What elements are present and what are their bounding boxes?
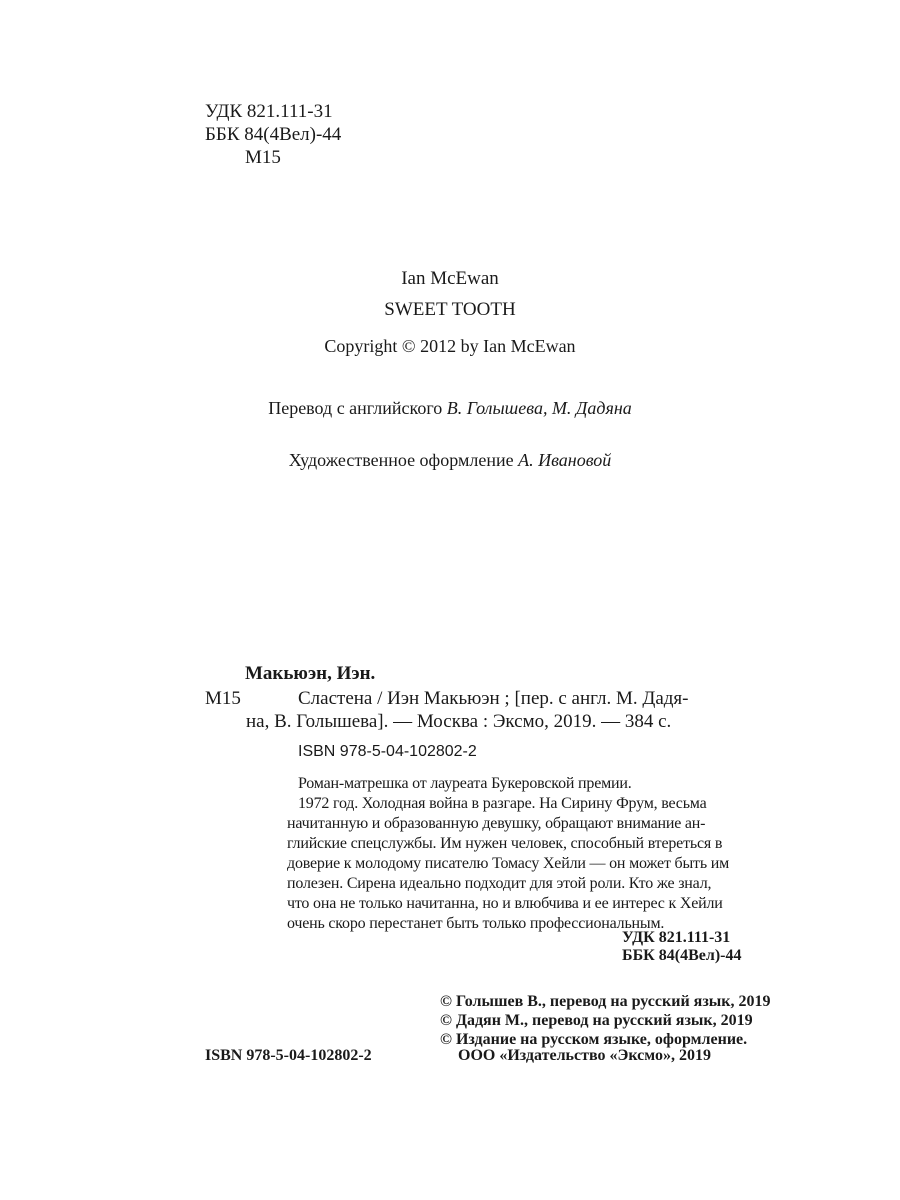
- catalog-mark: М15: [205, 688, 241, 709]
- original-author: Ian McEwan: [401, 268, 499, 289]
- copyright-line: © Голышев В., перевод на русский язык, 2019: [440, 993, 771, 1010]
- original-title: SWEET TOOTH: [384, 299, 516, 320]
- annotation-line: начитанную и образованную девушку, обращают внимание ан-: [287, 815, 706, 832]
- annotation-line: что она не только начитанна, но и влюбчива и ее интерес к Хейли: [287, 895, 723, 912]
- design-prefix: Художественное оформление: [288, 450, 514, 470]
- translators: В. Голышева, М. Дадяна: [446, 398, 632, 418]
- catalog-line-2: на, В. Голышева]. — Москва : Эксмо, 2019. — 384 с.: [246, 711, 672, 732]
- catalog-line-1: Сластена / Иэн Макьюэн ; [пер. с англ. М. Дадя-: [298, 688, 689, 709]
- design-credit: [0, 450, 900, 471]
- annotation-line: доверие к молодому писателю Томасу Хейли — он может быть им: [287, 855, 730, 872]
- copyright-line: © Издание на русском языке, оформление.: [440, 1031, 748, 1048]
- annotation-line: 1972 год. Холодная война в разгаре. На Сирину Фрум, весьма: [298, 795, 707, 812]
- catalog-heading: Макьюэн, Иэн.: [245, 663, 376, 684]
- author-mark: М15: [245, 147, 281, 168]
- annotation-line: глийские спецслужбы. Им нужен человек, способный втереться в: [287, 835, 723, 852]
- catalog-bbk: ББК 84(4Вел)-44: [622, 947, 742, 964]
- copyright-line: ООО «Издательство «Эксмо», 2019: [458, 1047, 711, 1064]
- designer: А. Ивановой: [518, 450, 612, 470]
- translation-prefix: Перевод с английского: [268, 398, 443, 418]
- translation-credit: [0, 398, 900, 419]
- copyright-line: © Дадян М., перевод на русский язык, 2019: [440, 1012, 753, 1029]
- original-copyright: Copyright © 2012 by Ian McEwan: [324, 336, 576, 356]
- annotation-line: очень скоро перестанет быть только профессиональным.: [287, 915, 665, 932]
- bottom-isbn: ISBN 978-5-04-102802-2: [205, 1047, 372, 1064]
- annotation-line: полезен. Сирена идеально подходит для этой роли. Кто же знал,: [287, 875, 712, 892]
- catalog-isbn: ISBN 978-5-04-102802-2: [298, 743, 477, 760]
- annotation-line: Роман-матрешка от лауреата Букеровской премии.: [298, 775, 632, 792]
- catalog-udk: УДК 821.111-31: [622, 929, 731, 946]
- udk-code: УДК 821.111-31: [205, 101, 333, 122]
- bbk-code: ББК 84(4Вел)-44: [205, 124, 342, 145]
